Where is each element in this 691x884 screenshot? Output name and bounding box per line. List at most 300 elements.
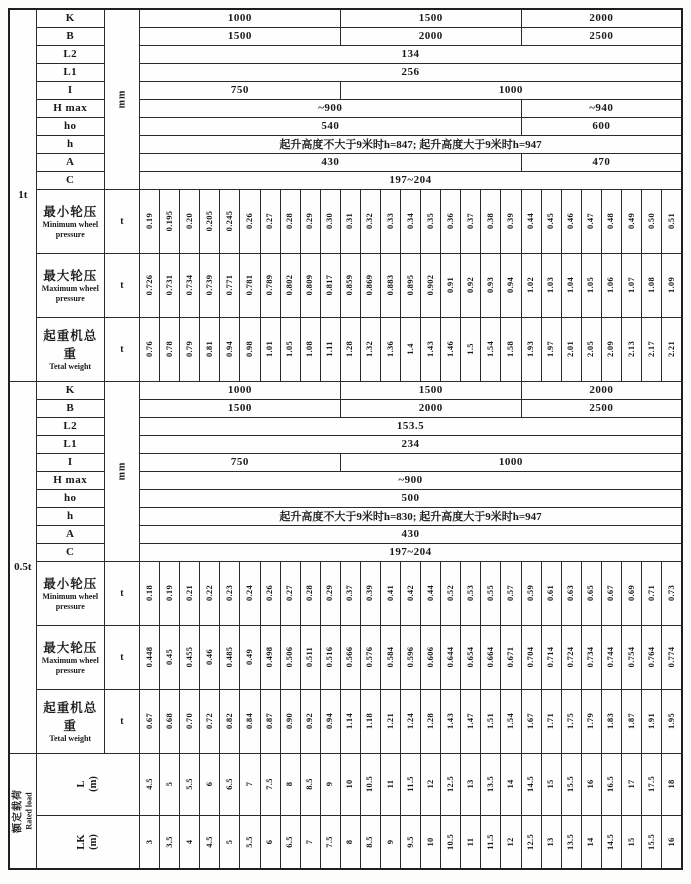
rotated-text xyxy=(587,713,597,729)
value-cell xyxy=(280,561,300,625)
rotated-text xyxy=(185,585,195,601)
dimension-label-text: B xyxy=(66,30,75,42)
length-value-text: 8 xyxy=(284,781,295,787)
rotated-text xyxy=(566,585,576,601)
dimension-label xyxy=(36,435,104,453)
length-value-text: 11.5 xyxy=(404,776,415,792)
value-row-label-cn: 最小轮压 xyxy=(43,577,98,591)
length-value-text: 5 xyxy=(223,839,234,845)
rotated-text xyxy=(526,834,536,850)
value-text: 0.68 xyxy=(163,712,174,730)
rotated-text xyxy=(345,341,355,357)
value-text: 0.48 xyxy=(605,212,616,230)
length-value-text: 14 xyxy=(505,779,516,789)
rotated-text xyxy=(305,585,315,601)
dimension-label xyxy=(36,525,104,543)
rotated-text xyxy=(145,275,155,296)
value-cell xyxy=(401,561,421,625)
dimension-label xyxy=(36,9,104,27)
value-row-label-cn: 最大轮压 xyxy=(43,641,98,655)
rotated-text xyxy=(647,277,657,293)
rotated-text xyxy=(526,776,536,792)
value-text: 1.87 xyxy=(625,712,636,730)
length-value-text: 10 xyxy=(344,779,355,789)
rotated-text xyxy=(486,341,496,357)
rotated-text xyxy=(386,713,396,729)
value-cell xyxy=(160,317,180,381)
value-text: 0.644 xyxy=(444,646,455,668)
value-cell xyxy=(601,317,621,381)
value-cell xyxy=(662,317,682,381)
dimension-value-cell xyxy=(140,507,682,525)
value-text: 1.83 xyxy=(605,712,616,730)
value-text: 0.29 xyxy=(304,212,315,230)
value-text: 0.195 xyxy=(163,210,174,232)
value-text: 1.09 xyxy=(665,276,676,294)
value-cell xyxy=(380,689,400,753)
value-text: 0.781 xyxy=(244,274,255,296)
value-cell xyxy=(601,689,621,753)
value-text: 0.94 xyxy=(505,276,516,294)
value-text: 2.17 xyxy=(645,340,656,358)
rotated-text xyxy=(165,211,175,232)
dimension-value-text: 1500 xyxy=(227,402,252,414)
value-text: 0.739 xyxy=(203,274,214,296)
dimension-value-cell xyxy=(140,63,682,81)
value-cell xyxy=(320,561,340,625)
value-cell xyxy=(360,189,380,253)
value-cell xyxy=(441,253,461,317)
length-value-cell xyxy=(561,815,581,869)
value-cell xyxy=(461,253,481,317)
value-text: 0.902 xyxy=(424,274,435,296)
value-cell xyxy=(200,189,220,253)
value-cell xyxy=(481,253,501,317)
rotated-text xyxy=(165,275,175,296)
rotated-text xyxy=(345,779,355,788)
value-text: 1.4 xyxy=(404,343,415,355)
value-cell xyxy=(260,253,280,317)
value-cell xyxy=(461,689,481,753)
value-text: 0.21 xyxy=(183,584,194,602)
value-row-label-cn: 起重机总重 xyxy=(43,701,98,733)
rotated-text xyxy=(566,713,576,729)
dimension-value-cell xyxy=(140,381,341,399)
rotated-text xyxy=(245,341,255,357)
unit-t-cell xyxy=(104,317,139,381)
value-text: 0.42 xyxy=(404,584,415,602)
rotated-text xyxy=(446,341,456,357)
rotated-text xyxy=(506,779,516,788)
dimension-value-cell xyxy=(140,417,682,435)
value-text: 0.79 xyxy=(183,340,194,358)
value-text: 0.23 xyxy=(223,584,234,602)
rotated-text xyxy=(667,213,677,229)
rotated-text xyxy=(466,779,476,788)
rotated-text xyxy=(627,585,637,601)
dimension-value-text: 134 xyxy=(401,48,420,60)
rotated-text xyxy=(526,277,536,293)
value-cell xyxy=(160,689,180,753)
rotated-text xyxy=(627,837,637,846)
value-cell xyxy=(380,317,400,381)
length-value-text: 12.5 xyxy=(525,833,536,850)
length-value-cell xyxy=(401,753,421,815)
value-text: 0.606 xyxy=(424,646,435,668)
dimension-value-cell xyxy=(340,9,521,27)
value-cell xyxy=(220,253,240,317)
rotated-text xyxy=(245,213,255,229)
dimension-value-cell xyxy=(521,153,682,171)
dimension-value-cell xyxy=(140,153,522,171)
length-value-text: 7.5 xyxy=(324,835,335,848)
length-value-text: 9 xyxy=(324,781,335,787)
value-row-label xyxy=(36,317,104,381)
rotated-text xyxy=(667,713,677,729)
rotated-text xyxy=(406,275,416,296)
value-cell xyxy=(481,689,501,753)
value-cell xyxy=(320,253,340,317)
value-cell xyxy=(441,561,461,625)
dimension-label xyxy=(36,135,104,153)
length-value-text: 5.5 xyxy=(183,778,194,790)
rotated-text xyxy=(426,275,436,296)
value-text: 1.07 xyxy=(625,276,636,294)
dimension-label-text: L2 xyxy=(63,420,78,432)
unit-t-text: t xyxy=(120,215,124,227)
rotated-text xyxy=(285,836,295,848)
rotated-text xyxy=(446,776,456,792)
rotated-text xyxy=(426,713,436,729)
dimension-value-text: 1000 xyxy=(227,12,252,25)
value-text: 0.84 xyxy=(244,712,255,730)
value-text: 0.817 xyxy=(324,274,335,296)
value-cell xyxy=(340,689,360,753)
dimension-value-text: 2500 xyxy=(589,402,614,414)
value-text: 1.36 xyxy=(384,340,395,358)
value-cell xyxy=(601,625,621,689)
value-text: 0.45 xyxy=(163,648,174,666)
value-text: 0.20 xyxy=(183,212,194,230)
value-row-label-en: Minimum wheel pressure xyxy=(42,592,99,611)
value-cell xyxy=(200,253,220,317)
unit-t-cell xyxy=(104,561,139,625)
rotated-text xyxy=(325,585,335,601)
dimension-label xyxy=(36,27,104,45)
length-value-cell xyxy=(260,815,280,869)
value-cell xyxy=(581,253,601,317)
value-text: 1.71 xyxy=(545,712,556,730)
value-cell xyxy=(140,625,160,689)
rotated-text xyxy=(546,647,556,668)
value-row-label-cn: 起重机总重 xyxy=(43,329,98,361)
rotated-text xyxy=(587,277,597,293)
unit-t-text: t xyxy=(120,279,124,291)
rotated-text xyxy=(185,213,195,229)
value-text: 0.45 xyxy=(545,212,556,230)
length-value-cell xyxy=(340,753,360,815)
value-text: 0.53 xyxy=(464,584,475,602)
value-text: 1.47 xyxy=(464,712,475,730)
value-cell xyxy=(421,561,441,625)
dimension-label-text: h xyxy=(66,510,74,522)
span-length-row xyxy=(9,815,682,869)
length-value-cell xyxy=(601,815,621,869)
rotated-text xyxy=(607,341,617,357)
dimension-value-text: 起升高度不大于9米时h=830; 起升高度大于9米时h=947 xyxy=(279,511,542,523)
rotated-text xyxy=(285,275,295,296)
length-value-text: 18 xyxy=(665,779,676,789)
value-text: 0.67 xyxy=(143,712,154,730)
length-value-text: 10.5 xyxy=(444,833,455,850)
value-text: 1.03 xyxy=(545,276,556,294)
length-value-text: 12 xyxy=(424,779,435,789)
dimension-label-text: L1 xyxy=(63,66,78,78)
rotated-text xyxy=(406,343,416,355)
value-text: 0.744 xyxy=(605,646,616,668)
length-value-text: 4.5 xyxy=(203,835,214,848)
dimension-label-text: h xyxy=(66,138,74,150)
value-cell xyxy=(622,561,642,625)
value-cell xyxy=(421,253,441,317)
rotated-text xyxy=(325,647,335,668)
length-value-text: 6 xyxy=(203,781,214,787)
rotated-text xyxy=(145,213,155,229)
dimension-value-cell xyxy=(140,471,682,489)
rotated-text xyxy=(165,649,175,665)
length-value-cell xyxy=(280,753,300,815)
rotated-text xyxy=(325,836,335,848)
rotated-text xyxy=(366,776,376,792)
length-value-cell xyxy=(662,753,682,815)
value-cell xyxy=(601,189,621,253)
length-value-cell xyxy=(360,815,380,869)
length-value-text: 7 xyxy=(244,781,255,787)
unit-t-cell xyxy=(104,253,139,317)
value-cell xyxy=(421,689,441,753)
value-text: 0.734 xyxy=(183,274,194,296)
rotated-text xyxy=(546,213,556,229)
value-text: 2.13 xyxy=(625,340,636,358)
length-value-text: 13.5 xyxy=(565,833,576,850)
dimension-label-text: ho xyxy=(63,120,77,132)
rotated-text xyxy=(486,776,496,792)
rotated-text xyxy=(205,836,215,848)
value-cell xyxy=(220,625,240,689)
value-cell xyxy=(541,689,561,753)
dimension-label xyxy=(36,81,104,99)
value-text: 0.511 xyxy=(304,646,315,668)
value-text: 0.205 xyxy=(203,210,214,232)
rotated-text xyxy=(245,836,255,848)
value-cell xyxy=(260,317,280,381)
value-cell xyxy=(581,189,601,253)
dimension-label-text: B xyxy=(66,402,75,414)
length-value-cell xyxy=(581,815,601,869)
rotated-text xyxy=(285,647,295,668)
crane-spec-table xyxy=(8,8,683,870)
length-value-cell xyxy=(622,753,642,815)
value-cell xyxy=(280,189,300,253)
rotated-text xyxy=(607,776,617,792)
value-text: 1.79 xyxy=(585,712,596,730)
rotated-text xyxy=(245,782,255,787)
rotated-text xyxy=(566,776,576,792)
rated-load-en-text: Rated load xyxy=(23,792,33,830)
rotated-text xyxy=(627,713,637,729)
length-value-text: 3.5 xyxy=(163,835,174,848)
length-row-label xyxy=(36,753,139,815)
rotated-text xyxy=(406,776,416,792)
value-cell xyxy=(541,317,561,381)
value-cell xyxy=(260,689,280,753)
value-text: 0.49 xyxy=(244,648,255,666)
dimension-value-cell xyxy=(140,99,522,117)
dimension-value-cell xyxy=(140,525,682,543)
dimension-value-cell xyxy=(521,117,682,135)
value-text: 0.654 xyxy=(464,646,475,668)
value-cell xyxy=(541,561,561,625)
value-text: 0.498 xyxy=(264,646,275,668)
value-text: 2.05 xyxy=(585,340,596,358)
value-cell xyxy=(501,625,521,689)
value-cell xyxy=(662,561,682,625)
length-value-cell xyxy=(180,815,200,869)
value-row-label-en: Tetal weight xyxy=(49,734,92,743)
value-text: 1.93 xyxy=(525,340,536,358)
value-text: 0.87 xyxy=(264,712,275,730)
rotated-text xyxy=(285,341,295,357)
value-cell xyxy=(662,253,682,317)
value-cell xyxy=(240,689,260,753)
value-cell xyxy=(140,689,160,753)
dimension-label-text: H max xyxy=(53,102,88,114)
dimension-value-cell xyxy=(140,453,341,471)
value-cell xyxy=(521,189,541,253)
value-text: 0.81 xyxy=(203,340,214,358)
value-cell xyxy=(501,189,521,253)
value-cell xyxy=(421,317,441,381)
value-cell xyxy=(360,253,380,317)
value-text: 0.57 xyxy=(505,584,516,602)
value-text: 0.44 xyxy=(424,584,435,602)
rotated-text xyxy=(366,585,376,601)
rotated-text xyxy=(205,341,215,357)
dimension-value-text: 2000 xyxy=(589,384,614,396)
dimension-value-text: 1000 xyxy=(498,456,523,468)
value-cell xyxy=(320,317,340,381)
rotated-text xyxy=(647,341,657,357)
rotated-text xyxy=(386,585,396,601)
dimension-label xyxy=(36,153,104,171)
rotated-text xyxy=(566,277,576,293)
rotated-text xyxy=(366,713,376,729)
value-text: 0.18 xyxy=(143,584,154,602)
rotated-text xyxy=(325,341,335,357)
value-text: 0.764 xyxy=(645,646,656,668)
rotated-text xyxy=(185,778,195,790)
rotated-text xyxy=(366,341,376,357)
value-text: 0.47 xyxy=(585,212,596,230)
dimension-value-text: 2500 xyxy=(589,30,614,42)
value-cell xyxy=(360,561,380,625)
value-cell xyxy=(461,189,481,253)
rotated-text xyxy=(76,834,100,850)
value-text: 1.06 xyxy=(605,276,616,294)
value-row-label-en: Tetal weight xyxy=(49,362,92,371)
rotated-text xyxy=(225,778,235,790)
spec-table-body xyxy=(9,9,682,869)
value-cell xyxy=(642,625,662,689)
value-text: 1.97 xyxy=(545,340,556,358)
value-cell xyxy=(441,625,461,689)
value-cell xyxy=(481,625,501,689)
rotated-text xyxy=(446,834,456,850)
length-value-text: 11 xyxy=(384,779,395,789)
rotated-text xyxy=(386,780,396,789)
value-text: 2.01 xyxy=(565,340,576,358)
rotated-text xyxy=(486,585,496,601)
unit-t-cell xyxy=(104,189,139,253)
value-text: 1.02 xyxy=(525,276,536,294)
value-cell xyxy=(140,317,160,381)
value-cell xyxy=(320,689,340,753)
value-cell xyxy=(180,253,200,317)
length-value-text: 6.5 xyxy=(223,778,234,790)
dimension-label xyxy=(36,417,104,435)
value-cell xyxy=(501,317,521,381)
rotated-text xyxy=(345,275,355,296)
rotated-text xyxy=(406,647,416,668)
value-cell xyxy=(521,253,541,317)
rotated-text xyxy=(566,834,576,850)
length-value-text: 4 xyxy=(183,839,194,845)
value-cell xyxy=(581,561,601,625)
dimension-label xyxy=(36,117,104,135)
length-value-text: 10.5 xyxy=(364,775,375,793)
value-cell xyxy=(260,625,280,689)
rotated-text xyxy=(205,275,215,296)
dimension-value-cell xyxy=(140,135,682,153)
value-text: 0.44 xyxy=(525,212,536,230)
value-text: 0.78 xyxy=(163,340,174,358)
length-value-cell xyxy=(481,753,501,815)
length-value-cell xyxy=(320,753,340,815)
value-cell xyxy=(240,561,260,625)
rotated-text xyxy=(145,778,155,790)
value-cell xyxy=(401,689,421,753)
dimension-label-text: I xyxy=(67,456,73,468)
value-text: 0.671 xyxy=(505,646,516,668)
rotated-text xyxy=(546,341,556,357)
length-value-cell xyxy=(501,753,521,815)
value-cell xyxy=(300,189,320,253)
rotated-text xyxy=(345,647,355,668)
value-cell xyxy=(481,317,501,381)
rotated-text xyxy=(466,585,476,601)
dimension-value-cell xyxy=(340,381,521,399)
length-value-cell xyxy=(200,815,220,869)
value-text: 0.82 xyxy=(223,712,234,730)
load-group-text: 1t xyxy=(18,189,28,202)
rotated-text xyxy=(345,213,355,229)
value-text: 0.59 xyxy=(525,584,536,602)
value-text: 0.39 xyxy=(364,584,375,602)
dimension-label xyxy=(36,171,104,189)
length-value-text: 6 xyxy=(264,839,275,845)
value-text: 0.70 xyxy=(183,712,194,730)
value-text: 1.28 xyxy=(344,340,355,358)
